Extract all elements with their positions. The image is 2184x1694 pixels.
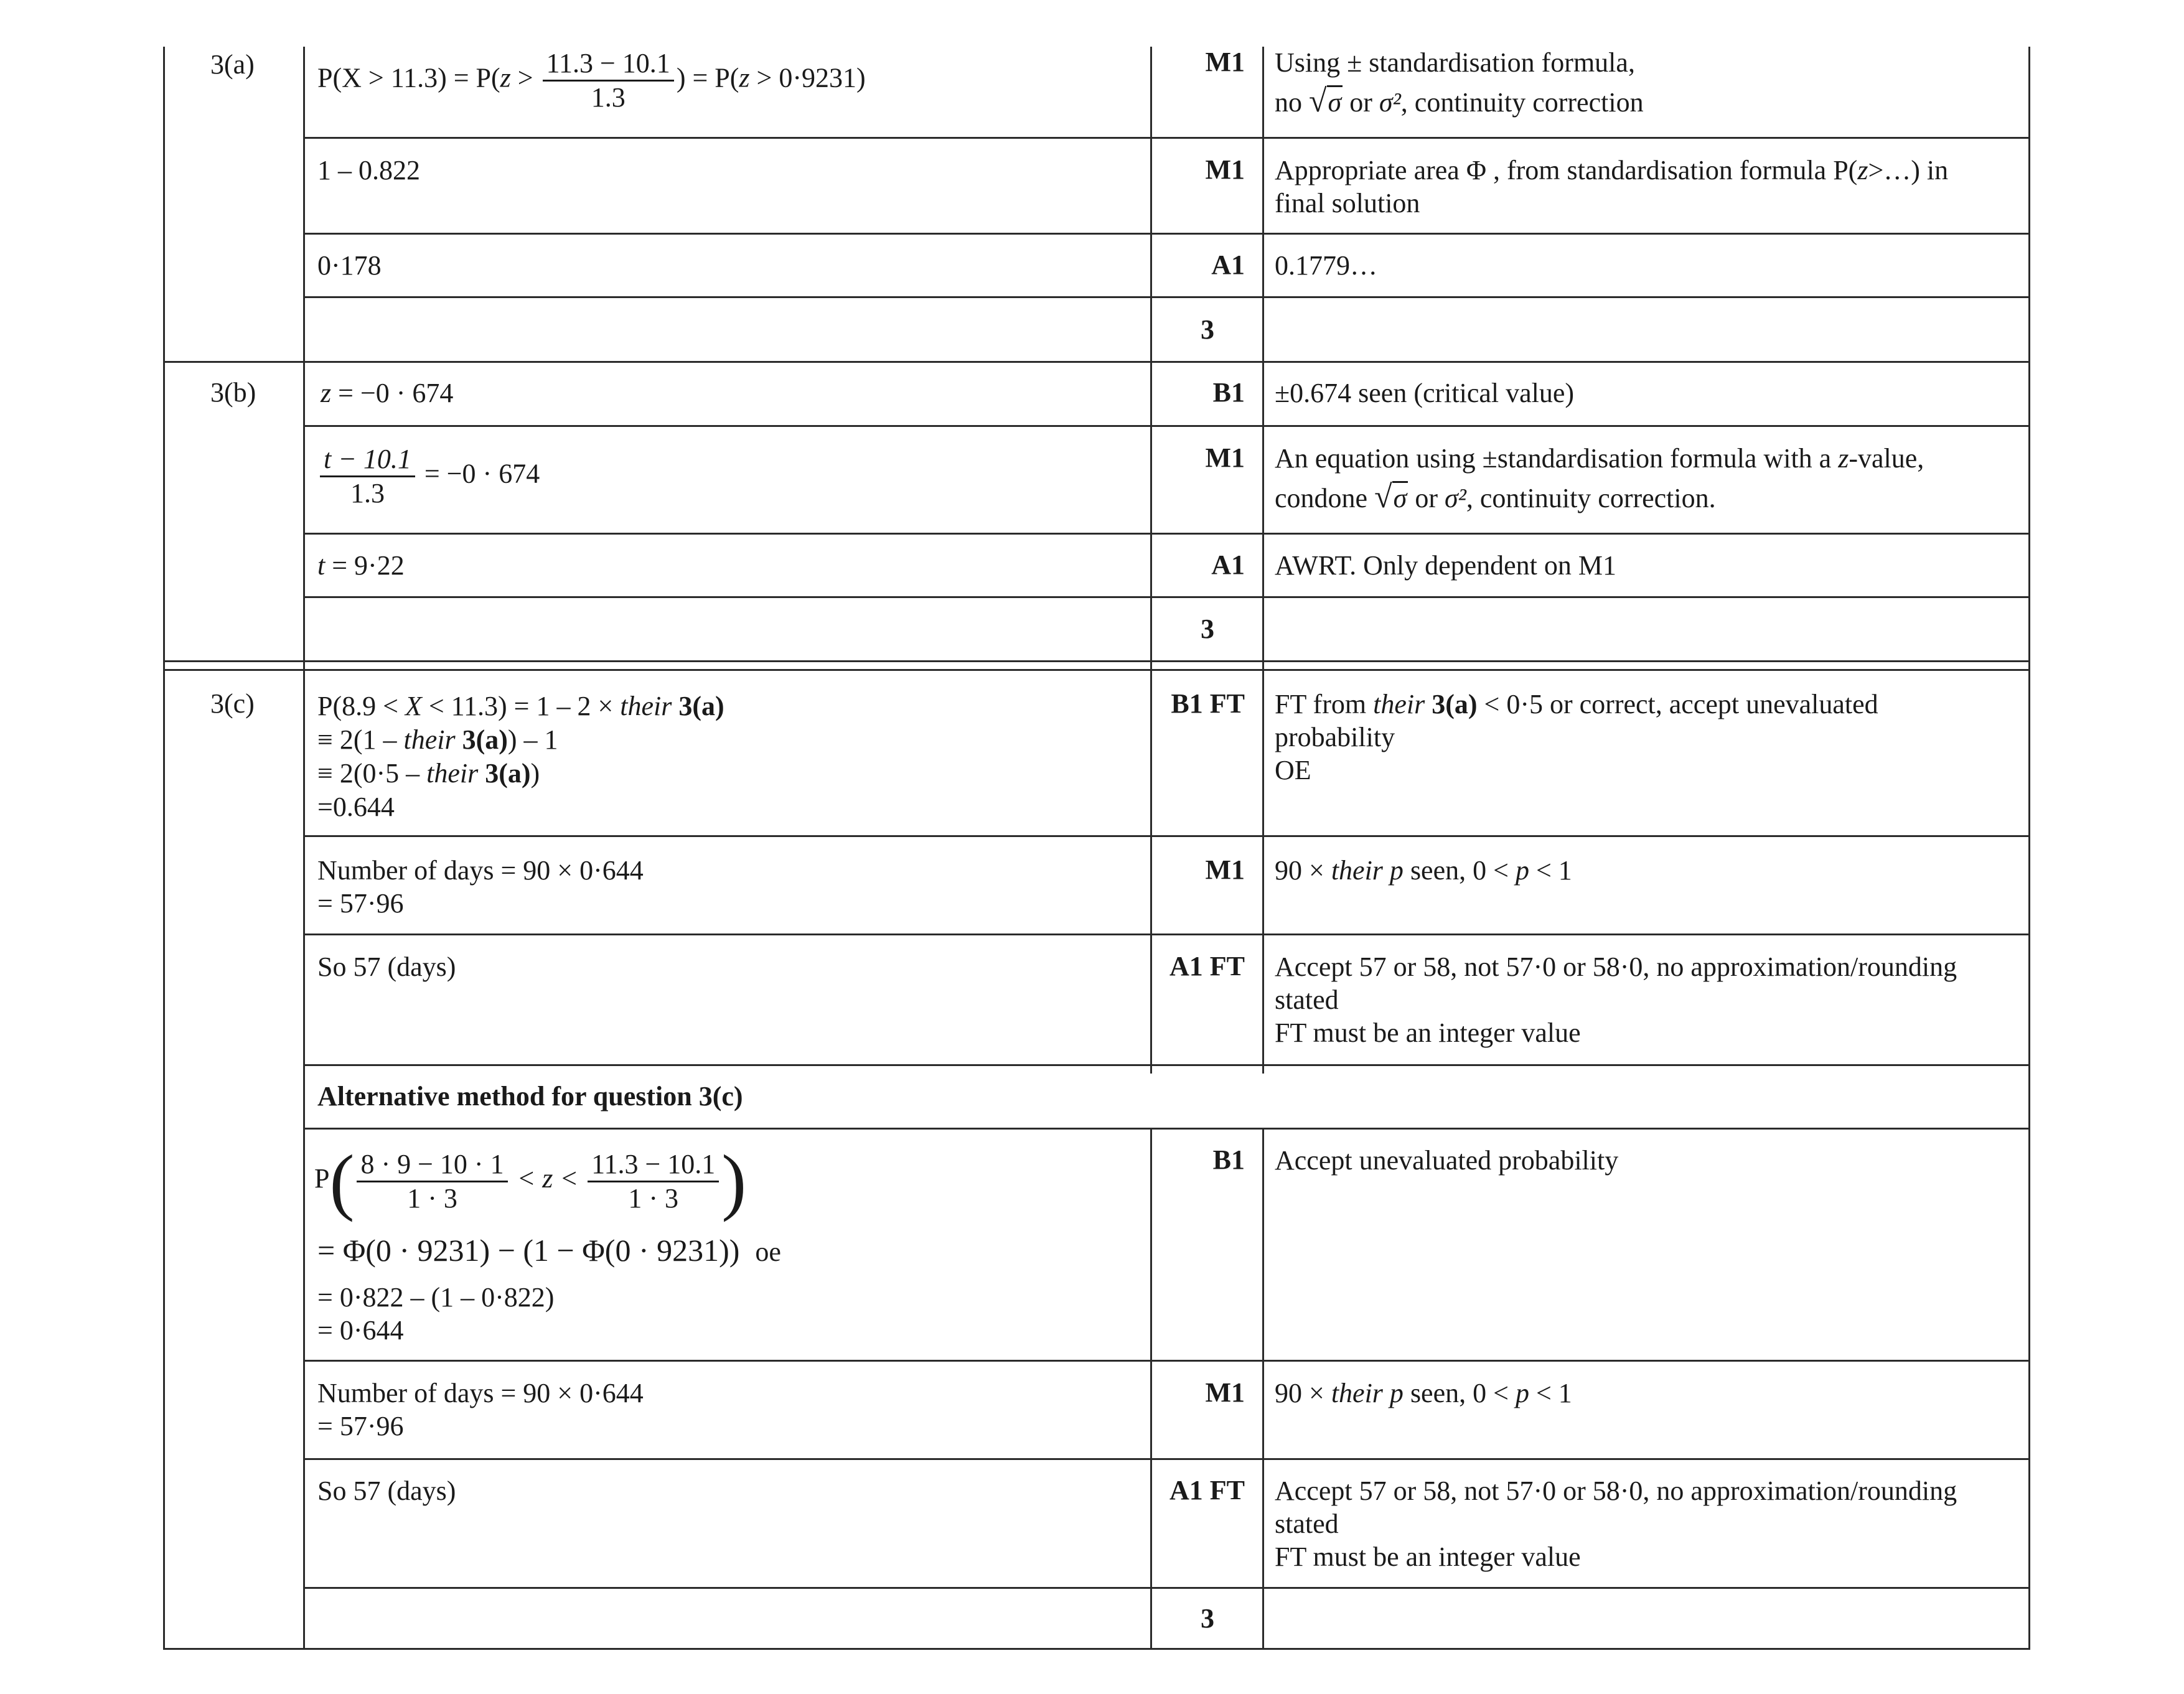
answer-line: z = −0 · 674 (321, 378, 454, 408)
mark-code: A1 (1211, 250, 1245, 280)
guidance-line: 90 × their p seen, 0 < p < 1 (1275, 855, 1572, 886)
mark-code: M1 (1205, 1377, 1245, 1408)
mark-code: M1 (1205, 854, 1245, 885)
answer-line: Number of days = 90 × 0·644 (317, 855, 644, 886)
row-divider (303, 596, 2030, 598)
mark-code: A1 FT (1169, 951, 1245, 981)
guidance-line: Accept unevaluated probability (1275, 1145, 1619, 1176)
mark-code: B1 (1212, 377, 1245, 408)
section-divider (163, 660, 2030, 662)
guidance-line: stated (1275, 985, 1339, 1015)
guidance-line: ±0.674 seen (critical value) (1275, 378, 1575, 408)
sqrt-sigma-symbol: √σ (1374, 479, 1407, 515)
guidance-line: Appropriate area Φ , from standardisation formula P(z>…) in (1275, 155, 1949, 185)
answer-line: = 57·96 (317, 888, 404, 919)
question-number: 3(c) (210, 688, 255, 719)
mark-code: B1 FT (1171, 688, 1245, 719)
guidance-line: final solution (1275, 188, 1420, 218)
row-divider (303, 934, 2030, 935)
guidance-line: Accept 57 or 58, not 57·0 or 58·0, no approximation/rounding (1275, 1476, 1957, 1506)
answer-line: = 0·822 – (1 – 0·822) (317, 1282, 555, 1313)
answer-line: So 57 (days) (317, 1476, 456, 1506)
question-number: 3(a) (210, 49, 255, 80)
mark-code: B1 (1212, 1144, 1245, 1175)
table-bottom-border (163, 1648, 2030, 1650)
guidance-line: FT must be an integer value (1275, 1018, 1581, 1048)
guidance-line: Using ± standardisation formula, (1275, 47, 1635, 78)
row-divider (303, 1360, 2030, 1362)
section-divider (163, 669, 2030, 671)
answer-line: So 57 (days) (317, 952, 456, 982)
mark-code: M1 (1205, 442, 1245, 473)
guidance-line: FT from their 3(a) < 0·5 or correct, accept unevaluated (1275, 689, 1878, 719)
answer-column-border (303, 47, 305, 1649)
row-divider (303, 296, 2030, 298)
answer-line: t = 9·22 (317, 550, 405, 581)
row-divider (303, 425, 2030, 427)
row-divider (303, 835, 2030, 837)
guidance-line: probability (1275, 722, 1395, 752)
guidance-line: AWRT. Only dependent on M1 (1275, 550, 1617, 581)
guidance-line: no √σ or σ², continuity correction (1275, 83, 1644, 119)
answer-line: ≡ 2(0·5 – their 3(a)) (317, 758, 540, 789)
answer-line: 1 – 0.822 (317, 155, 420, 185)
table-left-border (163, 665, 165, 1649)
table-left-border (163, 364, 165, 665)
mark-code: M1 (1205, 154, 1245, 185)
row-divider (303, 1587, 2030, 1589)
sqrt-sigma-symbol: √σ (1309, 83, 1342, 119)
mark-code: A1 FT (1169, 1475, 1245, 1505)
guidance-line: FT must be an integer value (1275, 1542, 1581, 1572)
answer-line: 0·178 (317, 250, 382, 281)
row-divider (303, 1458, 2030, 1460)
row-divider (303, 1128, 2030, 1130)
guidance-line: Accept 57 or 58, not 57·0 or 58·0, no approximation/rounding (1275, 952, 1957, 982)
row-divider (303, 137, 2030, 139)
table-left-border (163, 47, 165, 364)
total-marks: 3 (1201, 314, 1214, 345)
guidance-column-border (1262, 47, 1264, 1074)
answer-3c-alt-probability: P( $\frac{8 \cdot 9 - 10 \cdot 1}{1 \cdot 3}$ < z < $\frac{11.3 - 10.1}{1 \cdot 3}$ ) (314, 1139, 747, 1222)
answer-3b-equation: $\frac{t - 10.1}{1.3}$ = −0 · 674 (317, 443, 540, 510)
guidance-line: OE (1275, 755, 1311, 785)
mark-code: M1 (1205, 47, 1245, 77)
mark-code: A1 (1211, 550, 1245, 580)
guidance-line: 0.1779… (1275, 250, 1377, 281)
row-divider (303, 533, 2030, 535)
guidance-line: condone √σ or σ², continuity correction. (1275, 479, 1716, 515)
question-number: 3(b) (210, 377, 256, 408)
table-right-border (2028, 47, 2030, 1649)
answer-line: = 57·96 (317, 1411, 404, 1441)
guidance-line: An equation using ±standardisation formula with a z-value, (1275, 443, 1924, 474)
section-divider (163, 361, 2030, 363)
guidance-column-border (1262, 1130, 1264, 1649)
total-marks: 3 (1201, 1603, 1214, 1634)
guidance-line: 90 × their p seen, 0 < p < 1 (1275, 1378, 1572, 1408)
guidance-line: stated (1275, 1509, 1339, 1539)
answer-3a-standardisation: P(X > 11.3) = P(z > $\frac{11.3 - 10.1}{1.3}$ ) = P(z > 0·9231) (317, 48, 866, 113)
alternative-method-heading: Alternative method for question 3(c) (317, 1081, 743, 1111)
answer-line: P(8.9 < X < 11.3) = 1 – 2 × their 3(a) (317, 691, 724, 721)
row-divider (303, 233, 2030, 235)
row-divider (303, 1064, 2030, 1066)
answer-line: = 0·644 (317, 1315, 404, 1345)
answer-line: =0.644 (317, 792, 395, 822)
answer-line: Number of days = 90 × 0·644 (317, 1378, 644, 1408)
answer-line: = Φ(0 · 9231) − (1 − Φ(0 · 9231)) oe (317, 1233, 781, 1268)
answer-line: ≡ 2(1 – their 3(a)) – 1 (317, 724, 558, 755)
total-marks: 3 (1201, 614, 1214, 644)
